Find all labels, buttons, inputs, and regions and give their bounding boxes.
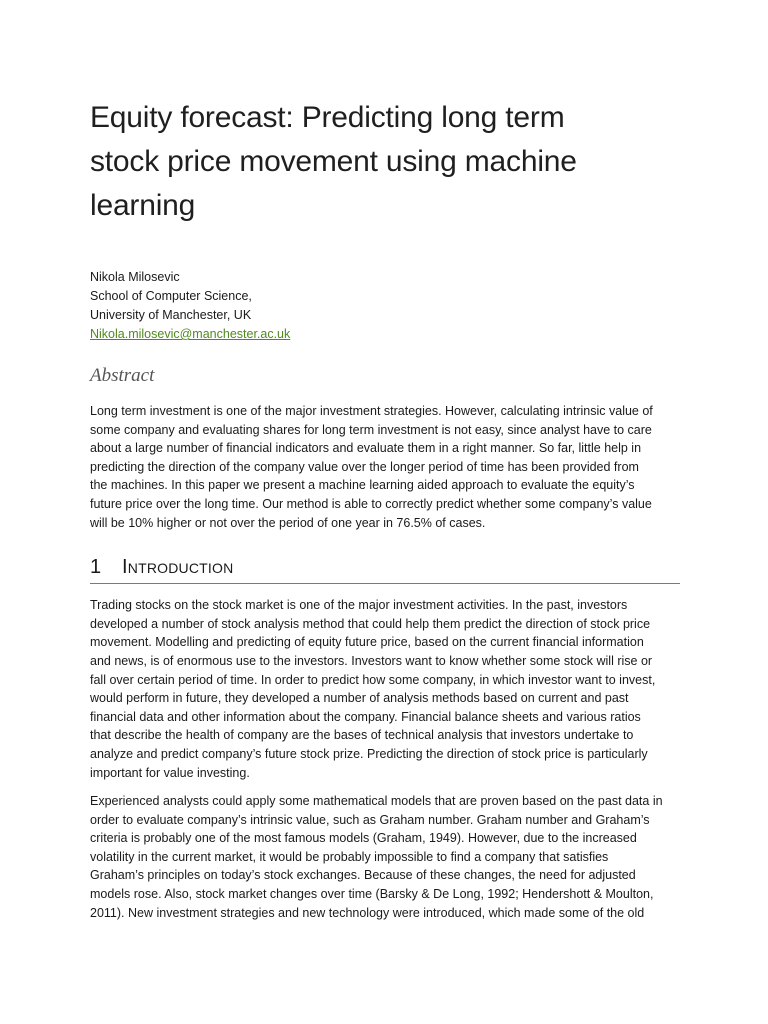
text-line: the machines. In this paper we present a machine learning aided approach to evaluate the equity’s — [90, 478, 635, 493]
text-line: that describe the health of company are the bases of technical analysis that investors undertake to — [90, 728, 634, 743]
text-line: Graham’s principles on today’s stock exchanges. Because of these changes, the need for adjusted — [90, 868, 636, 883]
text-line: models rose. Also, stock market changes over time (Barsky & De Long, 1992; Hendershott & Moulton, — [90, 887, 654, 902]
text-line: some company and evaluating shares for long term investment is not easy, since analyst have to care — [90, 422, 652, 437]
text-line: Trading stocks on the stock market is one of the major investment activities. In the past, investors — [90, 598, 628, 613]
text-line: important for value investing. — [90, 765, 250, 780]
paper-title — [90, 96, 682, 228]
author-block — [90, 268, 682, 344]
text-line: about a large number of financial indicators and evaluate them in a right manner. So far, little help in — [90, 441, 642, 456]
text-line: developed a number of stock analysis method that could help them predict the direction of stock price — [90, 616, 651, 631]
author-name: Nikola Milosevic — [90, 270, 180, 284]
title-line: Equity forecast: Predicting long term — [90, 101, 565, 134]
abstract-text — [90, 402, 682, 532]
text-line: will be 10% higher or not over the period of one year in 76.5% of cases. — [90, 515, 486, 530]
text-line: fall over certain period of time. In order to predict how some company, in which investor want to invest, — [90, 672, 656, 687]
intro-paragraph-1 — [90, 596, 682, 782]
intro-paragraph-2 — [90, 792, 682, 922]
section-heading — [90, 554, 680, 584]
title-line: stock price movement using machine — [90, 145, 577, 178]
text-line: financial data and other information about the company. Financial balance sheets and various ratios — [90, 709, 641, 724]
text-line: order to evaluate company’s intrinsic value, such as Graham number. Graham number and Graham’s — [90, 812, 650, 827]
author-university: University of Manchester, UK — [90, 308, 252, 322]
text-line: Experienced analysts could apply some mathematical models that are proven based on the past data in — [90, 794, 663, 809]
text-line: Long term investment is one of the major investment strategies. However, calculating intrinsic value of — [90, 404, 653, 418]
section-title: Introduction — [122, 556, 234, 579]
section-number: 1 — [90, 556, 102, 579]
title-line: learning — [90, 189, 196, 222]
text-line: movement. Modelling and predicting of equity future price, based on the current financial information — [90, 635, 644, 650]
text-line: and news, is of enormous use to the investors. Investors want to know whether some stock will rise or — [90, 653, 653, 668]
text-line: criteria is probably one of the most famous models (Graham, 1949). However, due to the increased — [90, 831, 637, 846]
author-department: School of Computer Science, — [90, 289, 252, 303]
abstract-heading: Abstract — [90, 365, 155, 386]
paper-page — [90, 96, 682, 922]
text-line: 2011). New investment strategies and new technology were introduced, which made some of the old — [90, 905, 645, 920]
text-line: future price over the long time. Our method is able to correctly predict whether some company’s value — [90, 496, 652, 511]
text-line: predicting the direction of the company value over the longer period of time has been provided from — [90, 459, 639, 474]
text-line: analyze and predict company’s future stock prize. Predicting the direction of stock price is particularly — [90, 746, 648, 761]
author-email-link[interactable]: Nikola.milosevic@manchester.ac.uk — [90, 327, 291, 341]
text-line: volatility in the current market, it would be probably impossible to find a company that satisfies — [90, 849, 609, 864]
text-line: would perform in future, they developed a number of analysis methods based on current and past — [90, 691, 629, 706]
